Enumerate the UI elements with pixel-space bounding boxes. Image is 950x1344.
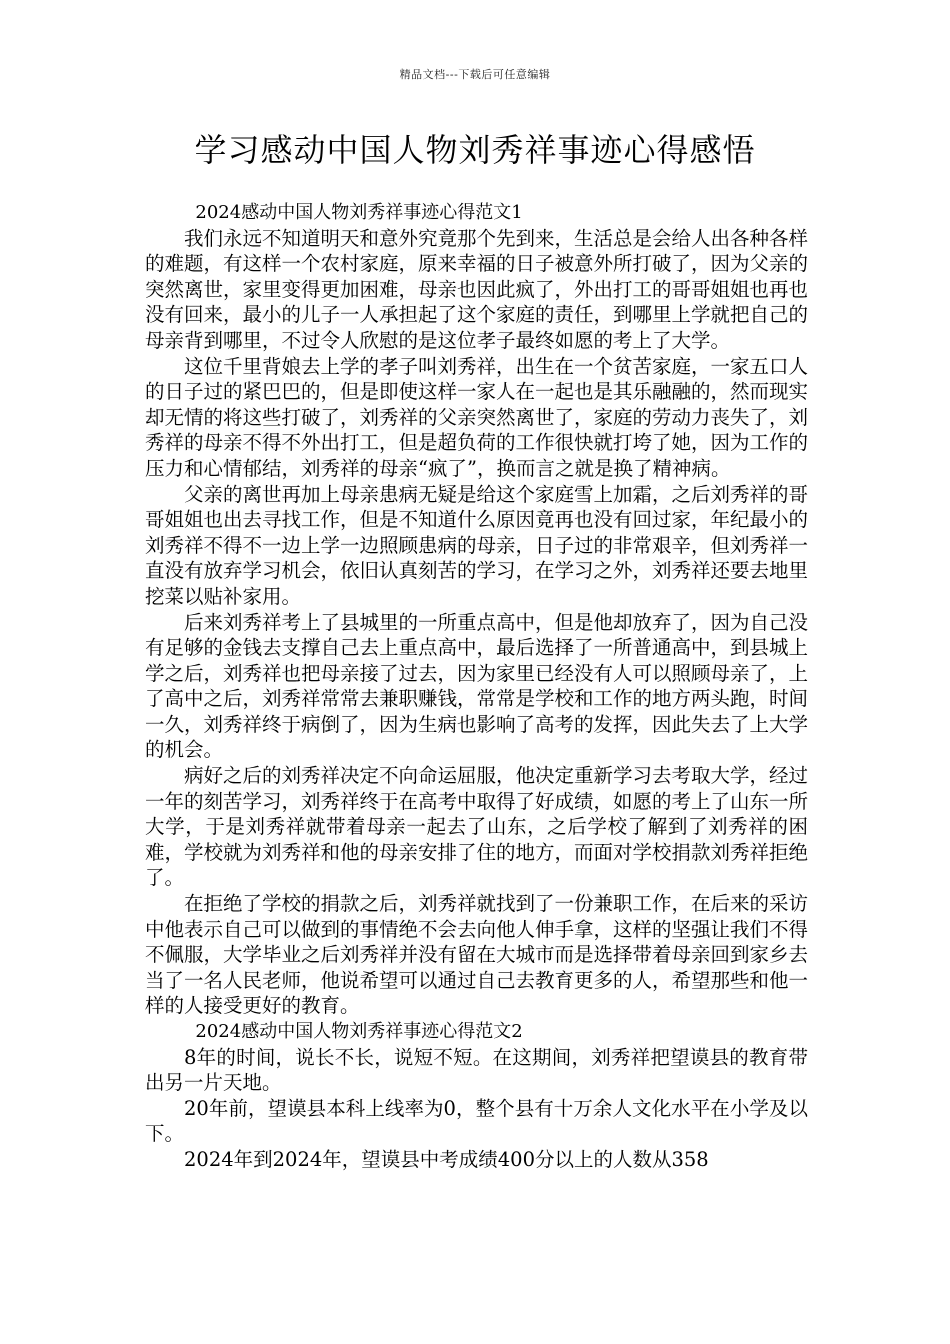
paragraph: 后来刘秀祥考上了县城里的一所重点高中，但是他却放弃了，因为自己没有足够的金钱去支撑自己去上重点高中，最后选择了一所普通高中，到县城上学之后，刘秀祥也把母亲接了过去，因为家里已经没有人可以照顾母亲了，上了高中之后，刘秀祥常常去兼职赚钱，常常是学校和工作的地方两头跑，时间一久，刘秀祥终于病倒了，因为生病也影响了高考的发挥，因此失去了上大学的机会。	[145, 610, 809, 762]
paragraph: 父亲的离世再加上母亲患病无疑是给这个家庭雪上加霜，之后刘秀祥的哥哥姐姐也出去寻找工作，但是不知道什么原因竟再也没有回过家，年纪最小的刘秀祥不得不一边上学一边照顾患病的母亲，日子过的非常艰辛，但刘秀祥一直没有放弃学习机会，依旧认真刻苦的学习，在学习之外，刘秀祥还要去地里挖菜以贴补家用。	[145, 482, 809, 608]
paragraph: 我们永远不知道明天和意外究竟那个先到来，生活总是会给人出各种各样的难题，有这样一个农村家庭，原来幸福的日子被意外所打破了，因为父亲的突然离世，家里变得更加困难，母亲也因此疯了，外出打工的哥哥姐姐也再也没有回来，最小的儿子一人承担起了这个家庭的责任，到哪里上学就把自己的母亲背到哪里，不过令人欣慰的是这位孝子最终如愿的考上了大学。	[145, 226, 809, 352]
paragraph: 在拒绝了学校的捐款之后，刘秀祥就找到了一份兼职工作，在后来的采访中他表示自己可以做到的事情绝不会去向他人伸手拿，这样的坚强让我们不得不佩服，大学毕业之后刘秀祥并没有留在大城市而是选择带着母亲回到家乡去当了一名人民老师，他说希望可以通过自己去教育更多的人，希望那些和他一样的人接受更好的教育。	[145, 892, 809, 1018]
section-heading: 2024感动中国人物刘秀祥事迹心得范文2	[195, 1021, 523, 1042]
document-title: 学习感动中国人物刘秀祥事迹心得感悟	[194, 131, 756, 169]
paragraph: 8年的时间，说长不长，说短不短。在这期间，刘秀祥把望谟县的教育带出另一片天地。	[145, 1045, 808, 1095]
paragraph: 这位千里背娘去上学的孝子叫刘秀祥，出生在一个贫苦家庭，一家五口人的日子过的紧巴巴的，但是即使这样一家人在一起也是其乐融融的，然而现实却无情的将这些打破了，刘秀祥的父亲突然离世了，家庭的劳动力丧失了，刘秀祥的母亲不得不外出打工，但是超负荷的工作很快就打垮了她，因为工作的压力和心情郁结，刘秀祥的母亲“疯了”，换而言之就是换了精神病。	[145, 354, 809, 480]
paragraph: 20年前，望谟县本科上线率为0，整个县有十万余人文化水平在小学及以下。	[145, 1096, 808, 1146]
paragraph: 病好之后的刘秀祥决定不向命运屈服，他决定重新学习去考取大学，经过一年的刻苦学习，刘秀祥终于在高考中取得了好成绩，如愿的考上了山东一所大学，于是刘秀祥就带着母亲一起去了山东，之后学校了解到了刘秀祥的困难，学校就为刘秀祥和他的母亲安排了住的地方，而面对学校捐款刘秀祥拒绝了。	[145, 764, 809, 890]
header-note: 精品文档---下载后可任意编辑	[399, 68, 551, 81]
paragraph: 2024年到2024年，望谟县中考成绩400分以上的人数从358	[184, 1147, 709, 1171]
document-body	[145, 200, 808, 1173]
section-heading: 2024感动中国人物刘秀祥事迹心得范文1	[195, 202, 523, 223]
